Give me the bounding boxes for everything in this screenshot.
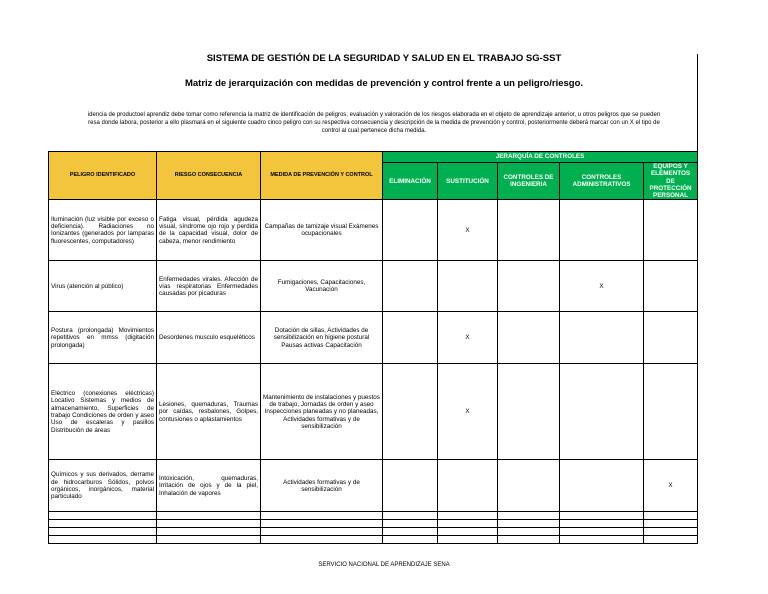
administrativos-mark: X (560, 261, 644, 312)
administrativos-mark (560, 460, 644, 512)
riesgo-cell: Lesiones, quemaduras, Traumas por caídas, resbalones, Golpes, contusiones o aplastamientos (157, 364, 261, 460)
header-ingenieria: CONTROLES DE INGENIERIA (498, 163, 560, 200)
medida-cell: Campañas de tamizaje visual Exámenes ocupacionales (261, 200, 383, 261)
riesgo-cell: Desordenes musculo esqueléticos (157, 312, 261, 364)
instructions-line: control al cual pertenece dicha medida. (321, 128, 427, 134)
header-sustitucion: SUSTITUCIÓN (438, 163, 498, 200)
epp-mark (644, 312, 698, 364)
medida-cell: Mantenimiento de instalaciones y puestos de trabajo, Jornadas de orden y aseo Inspecciones planeadas y no planeadas, Actividades formativas y de sensibilización (261, 364, 383, 460)
riesgo-cell: Enfermedades virales. Afección de vías respiratorias Enfermedades causadas por picaduras (157, 261, 261, 312)
epp-mark (644, 261, 698, 312)
sustitucion-mark (438, 460, 498, 512)
epp-mark (644, 200, 698, 261)
eliminacion-mark (383, 364, 438, 460)
header-administrativos: CONTROLES ADMINISTRATIVOS (560, 163, 644, 200)
administrativos-mark (560, 312, 644, 364)
medida-cell: Dotación de sillas, Actividades de sensibilización en higiene postural Pausas activas Capacitación (261, 312, 383, 364)
instructions-paragraph (44, 111, 704, 135)
table-row (49, 364, 698, 460)
control-hierarchy-matrix (48, 151, 698, 544)
header-epp: EQUIPOS Y ELEMENTOS DE PROTECCIÓN PERSONAL (644, 163, 698, 200)
administrativos-mark (560, 200, 644, 261)
header-medida: MEDIDA DE PREVENCIÓN Y CONTROL (261, 152, 383, 200)
table-row (49, 261, 698, 312)
empty-row (49, 512, 698, 520)
medida-cell: Fumigaciones, Capacitaciones, Vacunación (261, 261, 383, 312)
header-eliminacion: ELIMINACIÓN (383, 163, 438, 200)
empty-row (49, 536, 698, 544)
table-row (49, 200, 698, 261)
ingenieria-mark (498, 200, 560, 261)
sustitucion-mark (438, 261, 498, 312)
riesgo-cell: Fatiga visual, pérdida agudeza visual, síndrome ojo rojo y perdida de la capacidad visual, dolor de cabeza, menor rendimiento (157, 200, 261, 261)
administrativos-mark (560, 364, 644, 460)
eliminacion-mark (383, 460, 438, 512)
empty-row (49, 528, 698, 536)
table-row (49, 312, 698, 364)
epp-mark (644, 364, 698, 460)
medida-cell: Actividades formativas y de sensibilización (261, 460, 383, 512)
eliminacion-mark (383, 200, 438, 261)
instructions-line: resa donde labora, posterior a ello plasmará en el siguiente cuadro cinco peligro con su respectiva consecuencia y descripción de la medida de prevención y control, posteriormente deberá marcar con un X el tipo de (88, 120, 660, 126)
instructions-line: idencia de productoel aprendiz debe tomar como referencia la matriz de identificación de peligros, evaluación y valoración de los riesgos elaborada en el objeto de aprendizaje anterior, u otros peligros que se pueden (87, 112, 661, 118)
empty-row (49, 520, 698, 528)
peligro-cell: Virus (atención al público) (49, 261, 157, 312)
sustitucion-mark: X (438, 312, 498, 364)
footer-text: SERVICIO NACIONAL DE APRENDIZAJE SENA (318, 562, 450, 568)
peligro-cell: Postura (prolongada) Movimientos repetitivos en mmss (digitación prolongada) (49, 312, 157, 364)
ingenieria-mark (498, 312, 560, 364)
sustitucion-mark: X (438, 364, 498, 460)
riesgo-cell: Intoxicación, quemaduras, Irritación de ojos y de la piel, Inhalación de vapores (157, 460, 261, 512)
document-subtitle: Matriz de jerarquización con medidas de prevención y control frente a un peligro/riesgo. (184, 78, 584, 89)
ingenieria-mark (498, 460, 560, 512)
peligro-cell: Eléctrico (conexiones eléctricas) Locativo Sistemas y medios de almacenamiento, Superficies de trabajo Condiciones de orden y aseo Uso de escaleras y pasillos Distribución de áreas (49, 364, 157, 460)
ingenieria-mark (498, 261, 560, 312)
eliminacion-mark (383, 312, 438, 364)
sustitucion-mark: X (438, 200, 498, 261)
table-row (49, 460, 698, 512)
peligro-cell: Químicos y sus derivados, derrame de hidrocarburos Sólidos, polvos orgánicos, inorgánicos, material particulado (49, 460, 157, 512)
ingenieria-mark (498, 364, 560, 460)
header-riesgo: RIESGO CONSECUENCIA (157, 152, 261, 200)
eliminacion-mark (383, 261, 438, 312)
epp-mark: X (644, 460, 698, 512)
document-title: SISTEMA DE GESTIÓN DE LA SEGURIDAD Y SALUD EN EL TRABAJO SG-SST (206, 53, 562, 64)
header-jerarquia: JERARQUÍA DE CONTROLES (383, 152, 698, 163)
header-peligro: PELIGRO IDENTIFICADO (49, 152, 157, 200)
peligro-cell: Iluminación (luz visible por exceso o deficiencia). Radiaciones no Ionizantes (generados por lamparas fluorescentes, computadores) (49, 200, 157, 261)
